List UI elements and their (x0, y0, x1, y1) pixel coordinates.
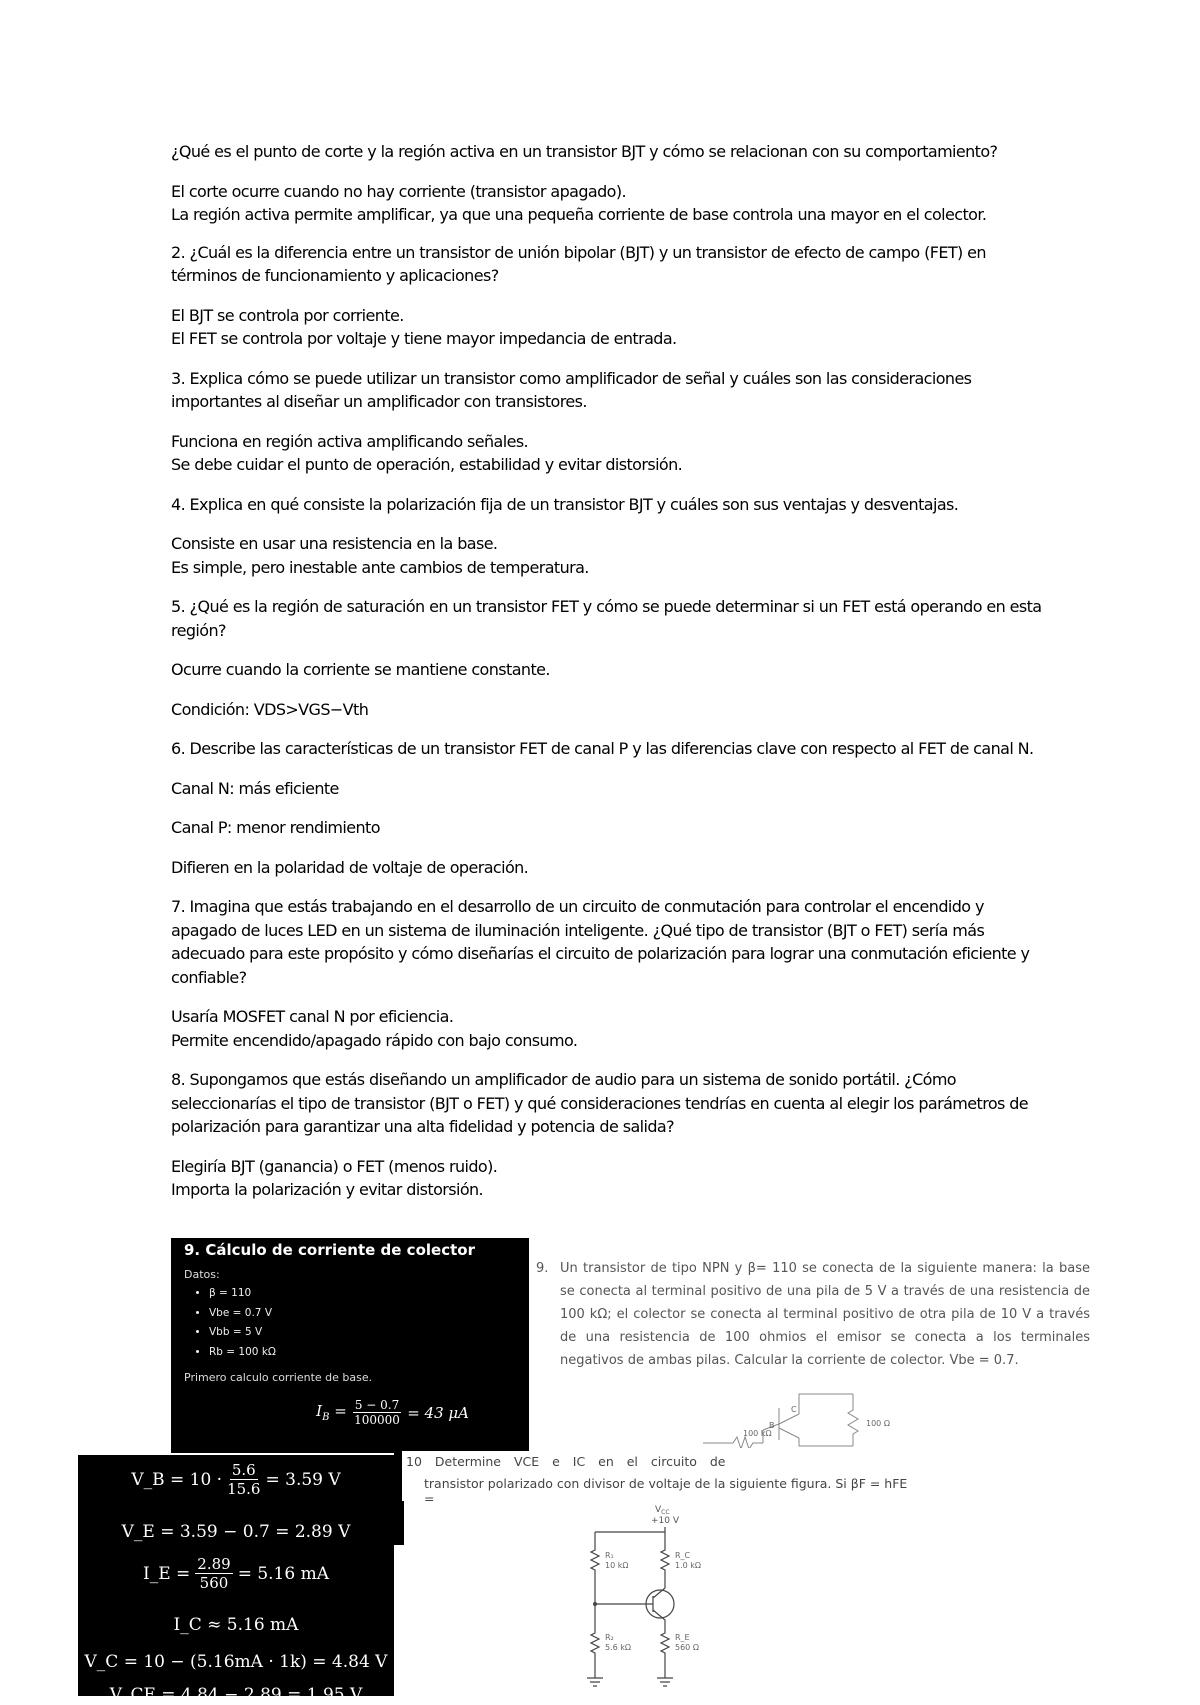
data-item: • Vbb = 5 V (209, 1323, 276, 1343)
answer-7 (171, 1005, 1051, 1052)
question-5: 5. ¿Qué es la región de saturación en un transistor FET y cómo se puede determinar si un FET está operando en esta región? (171, 597, 1042, 640)
data-list (199, 1284, 276, 1362)
problem-10-image (402, 1451, 912, 1506)
document-body (171, 140, 1051, 1218)
question-2: 2. ¿Cuál es la diferencia entre un transistor de unión bipolar (BJT) y un transistor de efecto de campo (FET) en términos de funcionamiento y aplicaciones? (171, 242, 986, 285)
answer-line: El FET se controla por voltaje y tiene mayor impedancia de entrada. (171, 329, 677, 348)
vcc-symbol: V (655, 1505, 662, 1515)
rc-label: 100 Ω (866, 1419, 890, 1428)
question-6: 6. Describe las características de un transistor FET de canal P y las diferencias clave con respecto al FET de canal N. (171, 739, 1034, 758)
r1-value: 10 kΩ (605, 1561, 629, 1570)
data-label: Datos: (184, 1268, 220, 1281)
problem-9-image (532, 1252, 1097, 1372)
answer-6c: Difieren en la polaridad de voltaje de operación. (171, 857, 529, 877)
question-3: 3. Explica cómo se puede utilizar un transistor como amplificador de señal y cuáles son las consideraciones importantes al diseñar un amplificador con transistores. (171, 368, 972, 411)
answer-line: El corte ocurre cuando no hay corriente (transistor apagado). (171, 181, 626, 201)
vb-result: = 3.59 V (265, 1469, 341, 1490)
ie-fraction (195, 1555, 232, 1592)
answer-3 (171, 430, 1051, 477)
ie-numerator: 2.89 (197, 1555, 231, 1573)
answer-6b: Canal P: menor rendimiento (171, 818, 380, 837)
ie-lhs: I_E = (143, 1563, 191, 1584)
problem-10-line-1: 10 Determine VCE e IC en el circuito de (406, 1454, 726, 1469)
ie-equation (78, 1555, 394, 1592)
ib-denominator: 100000 (354, 1413, 400, 1427)
problem-10-line-2: transistor polarizado con divisor de voltaje de la siguiente figura. Si βF = hFE = (424, 1476, 908, 1506)
ib-equation (316, 1398, 469, 1427)
ie-denominator: 560 (199, 1574, 229, 1592)
answer-5a: Ocurre cuando la corriente se mantiene constante. (171, 660, 550, 679)
re-label: R_E (675, 1633, 690, 1642)
problem-9-circuit (703, 1388, 928, 1448)
answer-line: Consiste en usar una resistencia en la base. (171, 534, 498, 553)
ib-result: = 43 μA (407, 1403, 469, 1422)
r2-value: 5.6 kΩ (605, 1643, 632, 1652)
ic-equation: I_C ≈ 5.16 mA (173, 1615, 299, 1635)
ie-result: = 5.16 mA (237, 1563, 329, 1584)
ib-lhs: $I_B$ = (316, 1402, 347, 1423)
ib-numerator: 5 − 0.7 (354, 1398, 400, 1412)
vb-equation (78, 1461, 394, 1498)
ib-symbol: I (316, 1402, 323, 1420)
answer-2 (171, 304, 1051, 351)
answer-line: Usaría MOSFET canal N por eficiencia. (171, 1007, 454, 1026)
vb-denominator: 15.6 (227, 1480, 261, 1498)
re-value: 560 Ω (675, 1643, 699, 1652)
answer-line: Es simple, pero inestable ante cambios de temperatura. (171, 557, 589, 577)
voltage-divider-circuit (585, 1500, 725, 1696)
vb-numerator: 5.6 (231, 1461, 256, 1479)
ib-subscript: B (322, 1412, 330, 1423)
calc-title: 9. Cálculo de corriente de colector (184, 1241, 475, 1259)
vcc-value: +10 V (651, 1516, 680, 1526)
answer-line: Funciona en región activa amplificando señales. (171, 431, 529, 451)
r2-label: R₂ (605, 1633, 614, 1642)
data-item: • Vbe = 0.7 V (209, 1304, 276, 1324)
answer-line: Importa la polarización y evitar distorsión. (171, 1180, 484, 1199)
base-label: B (769, 1421, 775, 1430)
problem-10-solution-image (78, 1455, 394, 1705)
answer-6a: Canal N: más eficiente (171, 778, 339, 798)
vce-equation: V_CE = 4.84 − 2.89 = 1.95 V (109, 1685, 363, 1705)
rc-value: 1.0 kΩ (675, 1561, 702, 1570)
problem-text: Un transistor de tipo NPN y β= 110 se conecta de la siguiente manera: la base se conecta al terminal positivo de una pila de 5 V a través de una resistencia de 100 kΩ; el colector se conecta al terminal positivo de otra pila de 10 V a través de una resistencia de 100 ohmios el emisor se conecta a los terminales negativos de ambas pilas. Calcular la corriente de colector. Vbe = 0.7. (560, 1261, 1090, 1368)
answer-8 (171, 1155, 1051, 1202)
answer-line: Elegiría BJT (ganancia) o FET (menos ruido). (171, 1156, 498, 1176)
question-1: ¿Qué es el punto de corte y la región activa en un transistor BJT y cómo se relacionan con su comportamiento? (171, 142, 998, 161)
answer-line: Permite encendido/apagado rápido con bajo consumo. (171, 1030, 578, 1050)
vcc-subscript: CC (661, 1509, 670, 1516)
answer-1 (171, 180, 1051, 227)
answer-line: El BJT se controla por corriente. (171, 305, 404, 325)
rc-label: R_C (675, 1551, 691, 1560)
answer-4 (171, 532, 1051, 579)
collector-current-calc-image (171, 1238, 529, 1453)
question-4: 4. Explica en qué consiste la polarización fija de un transistor BJT y cuáles son sus ventajas y desventajas. (171, 494, 959, 514)
vcc-label (655, 1505, 670, 1516)
answer-line: Se debe cuidar el punto de operación, estabilidad y evitar distorsión. (171, 455, 683, 474)
rb-label: 100 kΩ (743, 1429, 772, 1438)
collector-label: C (791, 1405, 797, 1414)
vc-equation: V_C = 10 − (5.16mA · 1k) = 4.84 V (84, 1652, 388, 1672)
ib-fraction (353, 1398, 401, 1427)
answer-line: La región activa permite amplificar, ya que una pequeña corriente de base controla una mayor en el colector. (171, 205, 987, 224)
problem-number: 9. (536, 1261, 549, 1276)
data-item: • β = 110 (209, 1284, 276, 1304)
question-8: 8. Supongamos que estás diseñando un amplificador de audio para un sistema de sonido portátil. ¿Cómo seleccionarías el tipo de transistor (BJT o FET) y qué consideraciones tendrías en cuenta al elegir los parámetros de polarización para garantizar una alta fidelidad y potencia de salida? (171, 1070, 1029, 1136)
calc-intro: Primero calculo corriente de base. (184, 1371, 373, 1384)
data-item: • Rb = 100 kΩ (209, 1343, 276, 1363)
vb-lhs: V_B = 10 · (131, 1469, 223, 1490)
answer-5b: Condición: VDS>VGS−Vth (171, 699, 369, 719)
r1-label: R₁ (605, 1551, 614, 1560)
vb-fraction (227, 1461, 260, 1498)
ve-equation: V_E = 3.59 − 0.7 = 2.89 V (121, 1522, 351, 1542)
question-7: 7. Imagina que estás trabajando en el desarrollo de un circuito de conmutación para controlar el encendido y apagado de luces LED en un sistema de iluminación inteligente. ¿Qué tipo de transistor (BJT o FET) sería más adecuado para este propósito y cómo diseñarías el circuito de polarización para lograr una conmutación eficiente y confiable? (171, 897, 1030, 987)
